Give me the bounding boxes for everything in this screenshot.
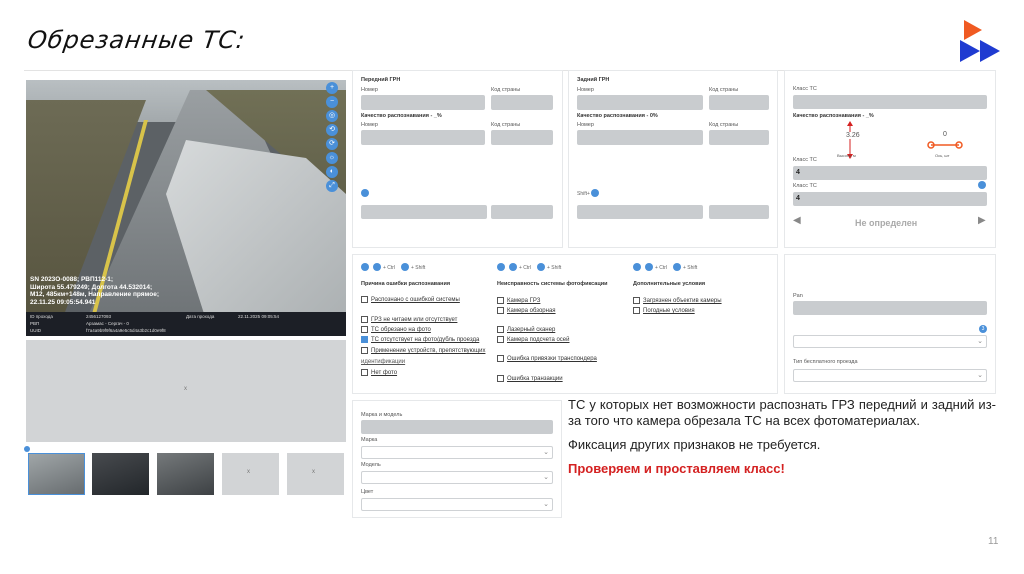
class-status: Не определен [855, 218, 918, 228]
axle-value: 0 [943, 131, 947, 138]
rear-plate-panel [568, 70, 778, 248]
front-plate-title: Передний ГРН [361, 77, 401, 83]
brightness-button[interactable]: ☼ [326, 152, 338, 164]
class-input[interactable] [793, 95, 987, 109]
col3-key-1-icon [633, 263, 641, 271]
thumbnail-3[interactable] [157, 453, 214, 495]
zoom-in-button[interactable]: + [326, 82, 338, 94]
description-main: ТС у которых нет возможности распознать ГРЗ передний и задний из-за того что камера обрезала ТС на всех фотоматериалах. [568, 397, 996, 428]
front-country2-label: Код страны [491, 122, 521, 128]
col3-shortcut-shift: + Shift [683, 265, 698, 271]
rear-number2-input[interactable] [577, 130, 703, 145]
err-plate-unreadable-checkbox[interactable]: ГРЗ не читаем или отсутствует [361, 316, 457, 324]
col2-shortcut-shift: + Shift [547, 265, 562, 271]
col2-shortcut-ctrl: + Ctrl [519, 265, 532, 271]
next-arrow-icon[interactable]: ▶ [978, 215, 986, 226]
front-number-label: Номер [361, 87, 378, 93]
brand-label: Марка [361, 437, 378, 443]
zoom-out-button[interactable]: − [326, 96, 338, 108]
front-plate-panel [352, 70, 563, 248]
thumbnail-5[interactable]: x [287, 453, 344, 495]
front-country2-input[interactable] [491, 130, 553, 145]
pan-badge: 3 [979, 325, 987, 333]
thumbnail-4[interactable]: x [222, 453, 279, 495]
rear-country2-label: Код страны [709, 122, 739, 128]
rear-extra-input[interactable] [577, 205, 703, 219]
payment-panel [784, 254, 996, 394]
col1-title: Причина ошибки распознавания [361, 281, 451, 287]
class-label-3: Класс ТС [793, 183, 817, 189]
err-obstruction-cont: идентификации [361, 359, 406, 365]
class-info-icon[interactable] [978, 181, 986, 189]
fault-transaction-checkbox[interactable]: Ошибка транзакции [497, 375, 563, 383]
fault-laser-checkbox[interactable]: Лазерный сканер [497, 326, 555, 334]
front-country-input[interactable] [491, 95, 553, 110]
front-extra-input[interactable] [361, 205, 487, 219]
class-quality-label: Качество распознавания - _% [793, 113, 874, 119]
fault-transponder-checkbox[interactable]: Ошибка привязки транспондера [497, 355, 597, 363]
description-action: Проверяем и проставляем класс! [568, 461, 785, 476]
color-select[interactable]: ⌄ [361, 498, 553, 511]
pan-input[interactable] [793, 301, 987, 315]
col1-key-2-icon [373, 263, 381, 271]
err-obstruction-checkbox[interactable]: Применение устройств, препятствующих [361, 347, 485, 355]
color-label: Цвет [361, 489, 374, 495]
rotate-left-button[interactable]: ⟲ [326, 124, 338, 136]
rear-number-input[interactable] [577, 95, 703, 110]
pan-label: Pan [793, 293, 803, 299]
axle-gauge-icon [927, 139, 963, 151]
col2-key-3-icon [537, 263, 545, 271]
height-caption: Высота, м [837, 153, 856, 158]
vehicle-class-panel [784, 70, 996, 248]
class-label: Класс ТС [793, 86, 817, 92]
pass-info-table: ID прохода 2456127093 Дата прохода 22.11.2025 09:05:54 РВП Арзамас - Сергач - 0 UUID f7a4a9b9f9f6a4a9e5c5d4a3b2c1d0e9f8 [26, 312, 346, 336]
front-info-icon[interactable] [361, 189, 369, 197]
col2-key-1-icon [497, 263, 505, 271]
col3-shortcut-ctrl: + Ctrl [655, 265, 668, 271]
thumbnail-2[interactable] [92, 453, 149, 495]
rear-shift-hint: Shift+ [577, 191, 590, 197]
prev-arrow-icon[interactable]: ◀ [793, 215, 801, 226]
rear-number2-label: Номер [577, 122, 594, 128]
page-number: 11 [988, 536, 999, 547]
rear-extra-country-input[interactable] [709, 205, 769, 219]
cond-dirty-lens-checkbox[interactable]: Загрязнен объектив камеры [633, 297, 722, 305]
rotate-right-button[interactable]: ⟳ [326, 138, 338, 150]
class-value-3[interactable]: 4 [793, 192, 987, 206]
rear-country-label: Код страны [709, 87, 739, 93]
rear-plate-title: Задний ГРН [577, 77, 610, 83]
rear-quality-label: Качество распознавания - 0% [577, 113, 658, 119]
description-note: Фиксация других признаков не требуется. [568, 437, 821, 452]
class-label-2: Класс ТС [793, 157, 817, 163]
height-value: 3.26 [846, 132, 860, 139]
err-recognition-checkbox[interactable]: Распознано с ошибкой системы [361, 296, 460, 304]
col1-key-1-icon [361, 263, 369, 271]
front-number2-label: Номер [361, 122, 378, 128]
fault-axle-camera-checkbox[interactable]: Камера подсчета осей [497, 336, 570, 344]
col3-key-2-icon [645, 263, 653, 271]
fullscreen-button[interactable]: ⤢ [326, 180, 338, 192]
errors-panel [352, 254, 778, 394]
axle-caption: Ось, шт [935, 153, 950, 158]
center-button[interactable]: ◎ [326, 110, 338, 122]
class-value-2[interactable]: 4 [793, 166, 987, 180]
selection-dot [24, 446, 30, 452]
make-model-input[interactable] [361, 420, 553, 434]
thumbnail-1[interactable] [28, 453, 85, 495]
col1-shortcut-shift: + Shift [411, 265, 426, 271]
rear-country2-input[interactable] [709, 130, 769, 145]
front-country-label: Код страны [491, 87, 521, 93]
col1-key-3-icon [401, 263, 409, 271]
rear-number-label: Номер [577, 87, 594, 93]
description [568, 397, 996, 485]
model-label: Модель [361, 462, 381, 468]
cond-weather-checkbox[interactable]: Погодные условия [633, 307, 695, 315]
front-extra-country-input[interactable] [491, 205, 553, 219]
contrast-button[interactable]: ◐ [326, 166, 338, 178]
rear-info-icon[interactable] [591, 189, 599, 197]
slide-title: Обрезанные ТС: [26, 26, 248, 54]
free-pass-type-select[interactable]: ⌄ [793, 369, 987, 382]
err-vehicle-missing-checkbox[interactable]: ТС отсутствует на фото/дубль проезда [361, 336, 479, 344]
camera-photo[interactable] [26, 80, 346, 312]
camera-overlay-text: SN 2023O-0088; РВП112-1; Широта 55.479249; Долгота 44.532014; M12, 485км+148м, Направление прямое; 22.11.25 09:05:54.941 [30, 276, 160, 306]
col3-title: Дополнительные условия [633, 281, 706, 287]
make-model-label: Марка и модель [361, 412, 403, 418]
free-pass-type-label: Тип бесплатного проезда [793, 359, 858, 365]
rear-country-input[interactable] [709, 95, 769, 110]
fault-overview-camera-checkbox[interactable]: Камера обзорная [497, 307, 556, 315]
fault-plate-camera-checkbox[interactable]: Камера ГРЗ [497, 297, 540, 305]
col1-shortcut-ctrl: + Ctrl [383, 265, 396, 271]
photo-placeholder: x [26, 340, 346, 442]
col2-key-2-icon [509, 263, 517, 271]
col2-title: Неисправность системы фотофиксации [497, 281, 608, 287]
pan-select[interactable]: ⌄ [793, 335, 987, 348]
brand-select[interactable]: ⌄ [361, 446, 553, 459]
front-quality-label: Качество распознавания - _% [361, 113, 442, 119]
model-select[interactable]: ⌄ [361, 471, 553, 484]
front-number2-input[interactable] [361, 130, 485, 145]
front-number-input[interactable] [361, 95, 485, 110]
vehicle-panel [352, 400, 562, 518]
err-vehicle-cropped-checkbox[interactable]: ТС обрезано на фото [361, 326, 431, 334]
err-no-photo-checkbox[interactable]: Нет фото [361, 369, 397, 377]
brand-logo-icon [960, 18, 1006, 64]
col3-key-3-icon [673, 263, 681, 271]
